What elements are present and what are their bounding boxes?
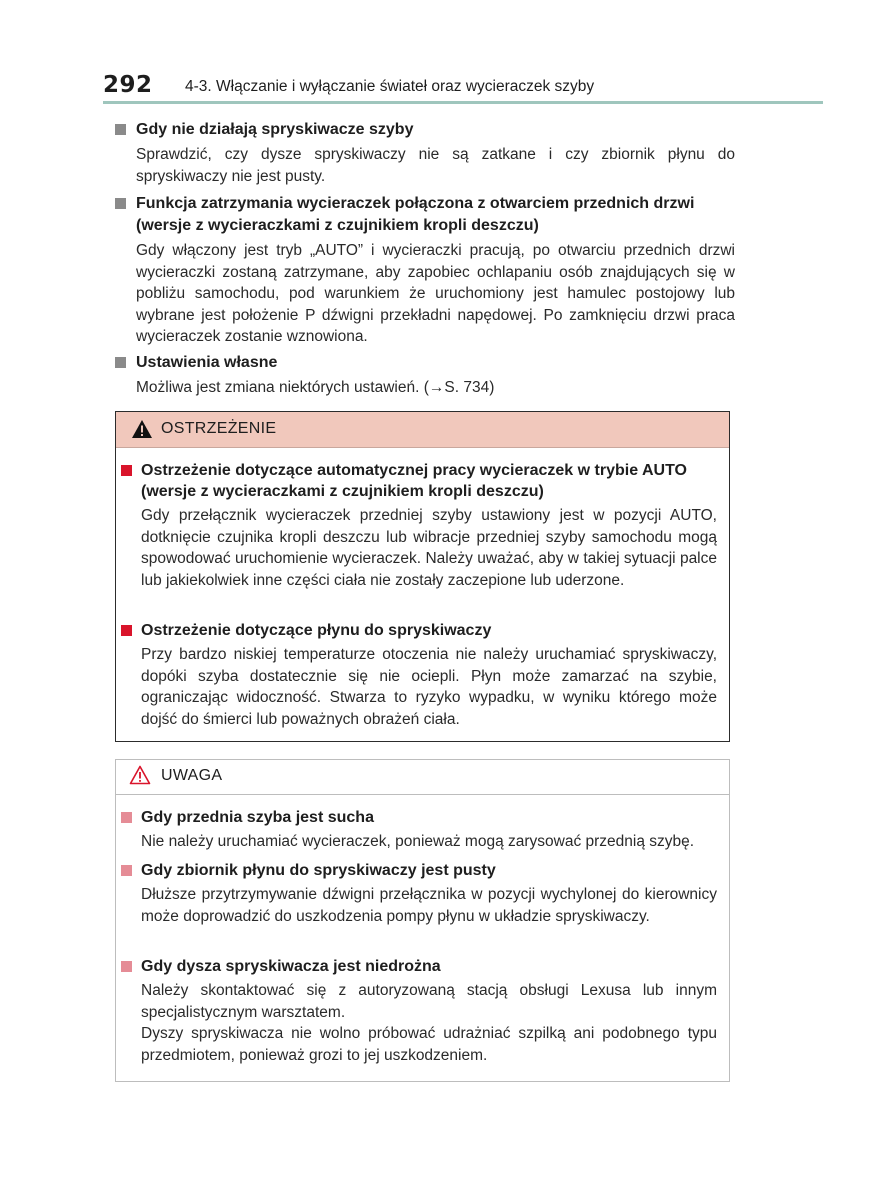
notice-item-heading (121, 807, 717, 828)
section-body: Możliwa jest zmiana niektórych ustawień. (→S. 734) (136, 379, 495, 396)
caution-triangle-icon (129, 765, 151, 785)
notice-item-heading-text: Gdy zbiornik płynu do spryskiwaczy jest pusty (141, 862, 496, 879)
section-body: Gdy włączony jest tryb „AUTO” i wycieraczki pracują, po otwarciu przednich drzwi wycieraczki zostaną zatrzymane, aby zapobiec ochlapaniu osób znajdujących się w pobliżu samochodu, pod warunkiem że uruchomiony jest hamulec postojowy lub wybrane jest położenie P dźwigni przekładni napędowej. Po zamknięciu drzwi praca wycieraczek zostanie wznowiona. (136, 242, 735, 345)
notice-header (116, 760, 729, 795)
notice-item-heading-text: Gdy przednia szyba jest sucha (141, 809, 374, 826)
notice-box (115, 759, 730, 1082)
section-body: Sprawdzić, czy dysze spryskiwaczy nie są zatkane i czy zbiornik płynu do spryskiwaczy nie jest pusty. (136, 146, 735, 185)
notice-item-body-continued: Dyszy spryskiwacza nie wolno próbować udrażniać szpilką ani podobnego typu przedmiotem, ponieważ grozi to jej uszkodzeniem. (141, 1025, 717, 1064)
section-heading-text: Funkcja zatrzymania wycieraczek połączona z otwarciem przednich drzwi (wersje z wycieraczkami z czujnikiem kropli deszczu) (136, 195, 695, 234)
section-heading-text: Gdy nie działają spryskiwacze szyby (136, 121, 414, 138)
section-custom-settings (115, 352, 735, 399)
section-wiper-stop-door (115, 193, 735, 348)
red-square-bullet-icon (121, 625, 132, 636)
notice-item-heading (121, 956, 717, 977)
section-heading (115, 352, 735, 374)
notice-item-heading-text: Gdy dysza spryskiwacza jest niedrożna (141, 958, 441, 975)
notice-item-body: Nie należy uruchamiać wycieraczek, ponieważ mogą zarysować przednią szybę. (141, 833, 695, 850)
warning-item-heading-text: Ostrzeżenie dotyczące automatycznej pracy wycieraczek w trybie AUTO (wersje z wycieraczkami z czujnikiem kropli deszczu) (141, 462, 687, 500)
pink-square-bullet-icon (121, 812, 132, 823)
pink-square-bullet-icon (121, 865, 132, 876)
warning-item-body: Przy bardzo niskiej temperaturze otoczenia nie należy uruchamiać spryskiwaczy, dopóki szyba dostatecznie się nie ociepli. Płyn może zamarzać na szybie, ograniczając widoczność. Stwarza to ryzyko wypadku, w wyniku którego może dojść do śmierci lub poważnych obrażeń ciała. (141, 646, 717, 728)
warning-triangle-icon (131, 419, 153, 439)
gray-square-bullet-icon (115, 198, 126, 209)
section-washers-not-working (115, 119, 735, 187)
red-square-bullet-icon (121, 465, 132, 476)
gray-square-bullet-icon (115, 357, 126, 368)
notice-item-body: Należy skontaktować się z autoryzowaną stacją obsługi Lexusa lub innym specjalistycznym warsztatem. (141, 982, 717, 1021)
notice-item-clogged-nozzle (121, 956, 717, 1066)
notice-item-dry-windshield (121, 807, 717, 853)
page-number: 292 (103, 72, 153, 98)
pink-square-bullet-icon (121, 961, 132, 972)
warning-item-heading (121, 620, 717, 641)
notice-title: UWAGA (161, 767, 223, 784)
section-heading (115, 193, 735, 237)
notice-item-body: Dłuższe przytrzymywanie dźwigni przełącznika w pozycji wychylonej do kierownicy może doprowadzić do uszkodzenia pompy płynu w układzie spryskiwaczy. (141, 886, 717, 925)
header-divider (103, 101, 823, 104)
warning-item-washer-fluid (121, 620, 717, 730)
chapter-title: 4-3. Włączanie i wyłączanie świateł oraz wycieraczek szyby (185, 78, 595, 95)
warning-item-heading (121, 460, 717, 502)
warning-item-heading-text: Ostrzeżenie dotyczące płynu do spryskiwaczy (141, 622, 492, 639)
warning-item-body: Gdy przełącznik wycieraczek przedniej szyby ustawiony jest w pozycji AUTO, dotknięcie czujnika kropli deszczu lub wibracje przedniej szyby samochodu mogą spowodować uruchomienie wycieraczek. Należy uważać, aby w takiej sytuacji palce lub jakiekolwiek inne części ciała nie zostały zaczepione lub uderzone. (141, 507, 717, 589)
warning-header (116, 412, 729, 448)
notice-item-heading (121, 860, 717, 881)
warning-title: OSTRZEŻENIE (161, 420, 277, 437)
section-heading (115, 119, 735, 141)
gray-square-bullet-icon (115, 124, 126, 135)
warning-item-auto-mode (121, 460, 717, 591)
notice-item-empty-tank (121, 860, 717, 927)
section-heading-text: Ustawienia własne (136, 354, 278, 371)
warning-box (115, 411, 730, 742)
